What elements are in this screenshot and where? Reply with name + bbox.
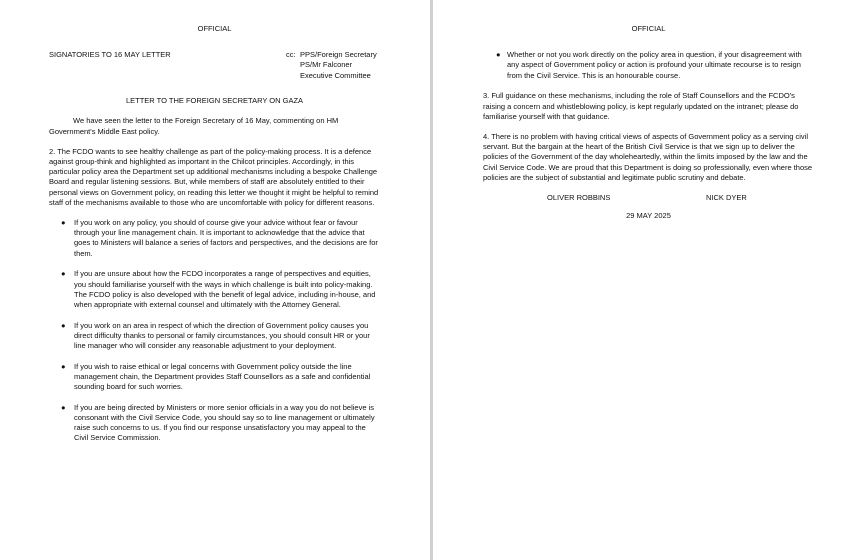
signature-block <box>483 193 814 205</box>
bullet-item <box>49 321 380 352</box>
cc-recipient: PPS/Foreign Secretary <box>300 50 377 60</box>
bullet-text: If you wish to raise ethical or legal concerns with Government policy outside the line management chain, the Department provides Staff Counsellors as a safe and confidential sounding board for such worries. <box>74 361 371 392</box>
bullet-icon: ● <box>496 50 501 60</box>
paragraph-3: 3. Full guidance on these mechanisms, including the role of Staff Counsellors and the FCDO's raising a concern and whistleblowing policy, is kept regularly updated on the intranet; please do familiarise yourself with that guidance. <box>483 91 799 121</box>
bullet-text: If you are being directed by Ministers or more senior officials in a way you do not believe is consonant with the Civil Service Code, you should say so to line management or ultimately raise such concerns to us. If you find our response unsatisfactory you may appeal to the Civil Service Commission. <box>74 402 375 443</box>
bullet-icon: ● <box>61 361 66 371</box>
bullet-icon: ● <box>61 269 66 279</box>
bullet-item <box>49 218 380 259</box>
paragraph-2: 2. The FCDO wants to see healthy challenge as part of the policy-making process. It is a defence against group-think and highlighted as important in the Chilcot principles. Accordingly, in this particular policy area the Department set up additional mechanisms including a bespoke Challenge Board and regular listening sessions. But, while members of staff are absolutely entitled to their personal views on Government policy, on reading this letter we thought it might be helpful to remind staff of the mechanisms available to those who are uncomfortable with policy for different reasons. <box>49 146 379 207</box>
page-1 <box>0 0 430 560</box>
bullet-icon: ● <box>61 218 66 228</box>
cc-block <box>286 50 377 81</box>
bullet-icon: ● <box>61 320 66 330</box>
intro-paragraph: We have seen the letter to the Foreign Secretary of 16 May, commenting on HM Government's Middle East policy. <box>49 116 339 136</box>
signatory-name: NICK DYER <box>706 192 747 202</box>
classification-marking: OFFICIAL <box>197 24 232 33</box>
bullet-item <box>49 403 380 444</box>
cc-recipient: Executive Committee <box>300 70 371 80</box>
bullet-item <box>483 50 814 81</box>
classification-marking: OFFICIAL <box>631 24 666 33</box>
signatory-name: OLIVER ROBBINS <box>547 192 611 202</box>
signatories-line: SIGNATORIES TO 16 MAY LETTER <box>49 50 171 60</box>
bullet-list <box>483 50 814 81</box>
page-2 <box>433 0 864 560</box>
bullet-text: If you work on an area in respect of which the direction of Government policy causes you direct difficulty thanks to personal or family circumstances, you should consult HR or your line manager who will consider any reasonable adjustment to your deployment. <box>74 320 370 351</box>
bullet-text: If you work on any policy, you should of course give your advice without fear or favour through your line management chain. It is important to acknowledge that the advice that goes to Ministers will balance a series of factors and perspectives, and the decisions are for them. <box>74 218 378 258</box>
bullet-text: Whether or not you work directly on the policy area in question, if your disagreement with any aspect of Government policy or action is profound your ultimate recourse is to resign from the Civil Service. This is an honourable course. <box>507 50 802 80</box>
letter-title: LETTER TO THE FOREIGN SECRETARY ON GAZA <box>125 96 304 106</box>
bullet-list <box>49 218 380 444</box>
bullet-item <box>49 269 380 310</box>
cc-label: cc: <box>286 50 296 60</box>
bullet-item <box>49 362 380 393</box>
paragraph-4: 4. There is no problem with having critical views of aspects of Government policy as a serving civil servant. But the bargain at the heart of the British Civil Service is that we sign up to deliver the policies of the Government of the day wholeheartedly, within the limits imposed by the law and the Civil Service Code. We are proud that this Department is doing so professionally, even where those policies are the subject of substantial and legitimate public scrutiny and debate. <box>483 131 813 182</box>
letter-date: 29 MAY 2025 <box>626 210 671 220</box>
letter-header <box>49 50 380 80</box>
bullet-text: If you are unsure about how the FCDO incorporates a range of perspectives and equities, you should familiarise yourself with the ways in which challenge is built into policy-making. The FCDO policy is also developed with the benefit of legal advice, including in-house, and when appropriate with external counsel and ultimately with the Attorney General. <box>74 269 376 309</box>
cc-recipient: PS/Mr Falconer <box>300 60 353 70</box>
bullet-icon: ● <box>61 402 66 412</box>
